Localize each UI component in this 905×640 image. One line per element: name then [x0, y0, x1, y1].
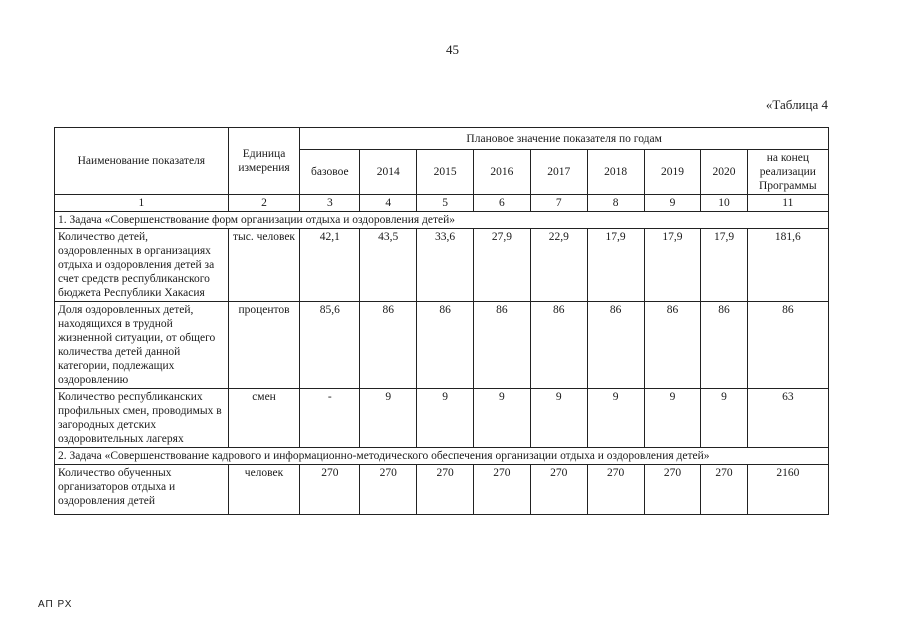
indicator-name: Доля оздоровленных детей, находящихся в трудной жизненной ситуации, от общего количества детей данной категории, подлежащих оздоровлению: [55, 302, 229, 389]
header-plan: Плановое значение показателя по годам: [300, 128, 829, 150]
value-cell: 43,5: [360, 229, 417, 302]
column-number: 5: [417, 195, 474, 212]
column-number: 7: [530, 195, 587, 212]
value-cell: 9: [474, 389, 531, 448]
header-year: базовое: [300, 150, 360, 195]
value-cell: 17,9: [644, 229, 701, 302]
value-cell: 9: [701, 389, 747, 448]
column-number: 1: [55, 195, 229, 212]
task-heading: 2. Задача «Совершенствование кадрового и информационно-методического обеспечения организации отдыха и оздоровления детей»: [55, 448, 829, 465]
table-row: [55, 389, 829, 448]
value-cell: 27,9: [474, 229, 531, 302]
header-year: на конец реализации Программы: [747, 150, 828, 195]
page-number: 45: [446, 42, 459, 57]
value-cell: 22,9: [530, 229, 587, 302]
footer-mark: АП РХ: [38, 599, 73, 610]
indicator-name: Количество республиканских профильных смен, проводимых в загородных детских оздоровительных лагерях: [55, 389, 229, 448]
header-year: 2015: [417, 150, 474, 195]
column-number: 4: [360, 195, 417, 212]
value-cell: 33,6: [417, 229, 474, 302]
value-cell: 270: [644, 465, 701, 515]
value-cell: 270: [701, 465, 747, 515]
column-number: 9: [644, 195, 701, 212]
indicators-table: [54, 127, 829, 515]
value-cell: 86: [747, 302, 828, 389]
value-cell: 17,9: [587, 229, 644, 302]
column-number: 10: [701, 195, 747, 212]
header-year: 2020: [701, 150, 747, 195]
header-year: 2017: [530, 150, 587, 195]
table-row: [55, 229, 829, 302]
indicator-name: Количество детей, оздоровленных в организациях отдыха и оздоровления детей за счет средств республиканского бюджета Республики Хакасия: [55, 229, 229, 302]
value-cell: 9: [530, 389, 587, 448]
value-cell: 270: [300, 465, 360, 515]
header-year: 2019: [644, 150, 701, 195]
value-cell: 270: [530, 465, 587, 515]
column-number: 6: [474, 195, 531, 212]
value-cell: 85,6: [300, 302, 360, 389]
value-cell: 181,6: [747, 229, 828, 302]
value-cell: 86: [587, 302, 644, 389]
indicator-name: Количество обученных организаторов отдыха и оздоровления детей: [55, 465, 229, 515]
header-unit: Единица измерения: [228, 128, 300, 195]
value-cell: 9: [360, 389, 417, 448]
indicator-unit: тыс. человек: [228, 229, 300, 302]
value-cell: 9: [417, 389, 474, 448]
value-cell: 17,9: [701, 229, 747, 302]
value-cell: 9: [644, 389, 701, 448]
header-year: 2014: [360, 150, 417, 195]
value-cell: 86: [530, 302, 587, 389]
value-cell: 270: [360, 465, 417, 515]
indicator-unit: процентов: [228, 302, 300, 389]
table-label: «Таблица 4: [765, 97, 828, 112]
indicator-unit: смен: [228, 389, 300, 448]
value-cell: 86: [474, 302, 531, 389]
value-cell: 86: [417, 302, 474, 389]
value-cell: 86: [644, 302, 701, 389]
column-number: 11: [747, 195, 828, 212]
header-year: 2016: [474, 150, 531, 195]
table-row: [55, 465, 829, 515]
column-number: 2: [228, 195, 300, 212]
value-cell: 42,1: [300, 229, 360, 302]
column-number: 8: [587, 195, 644, 212]
value-cell: -: [300, 389, 360, 448]
value-cell: 63: [747, 389, 828, 448]
value-cell: 2160: [747, 465, 828, 515]
header-name: Наименование показателя: [55, 128, 229, 195]
value-cell: 270: [417, 465, 474, 515]
value-cell: 270: [474, 465, 531, 515]
header-year: 2018: [587, 150, 644, 195]
table-row: [55, 302, 829, 389]
value-cell: 270: [587, 465, 644, 515]
value-cell: 9: [587, 389, 644, 448]
indicator-unit: человек: [228, 465, 300, 515]
task-heading: 1. Задача «Совершенствование форм организации отдыха и оздоровления детей»: [55, 212, 829, 229]
column-number: 3: [300, 195, 360, 212]
value-cell: 86: [360, 302, 417, 389]
value-cell: 86: [701, 302, 747, 389]
